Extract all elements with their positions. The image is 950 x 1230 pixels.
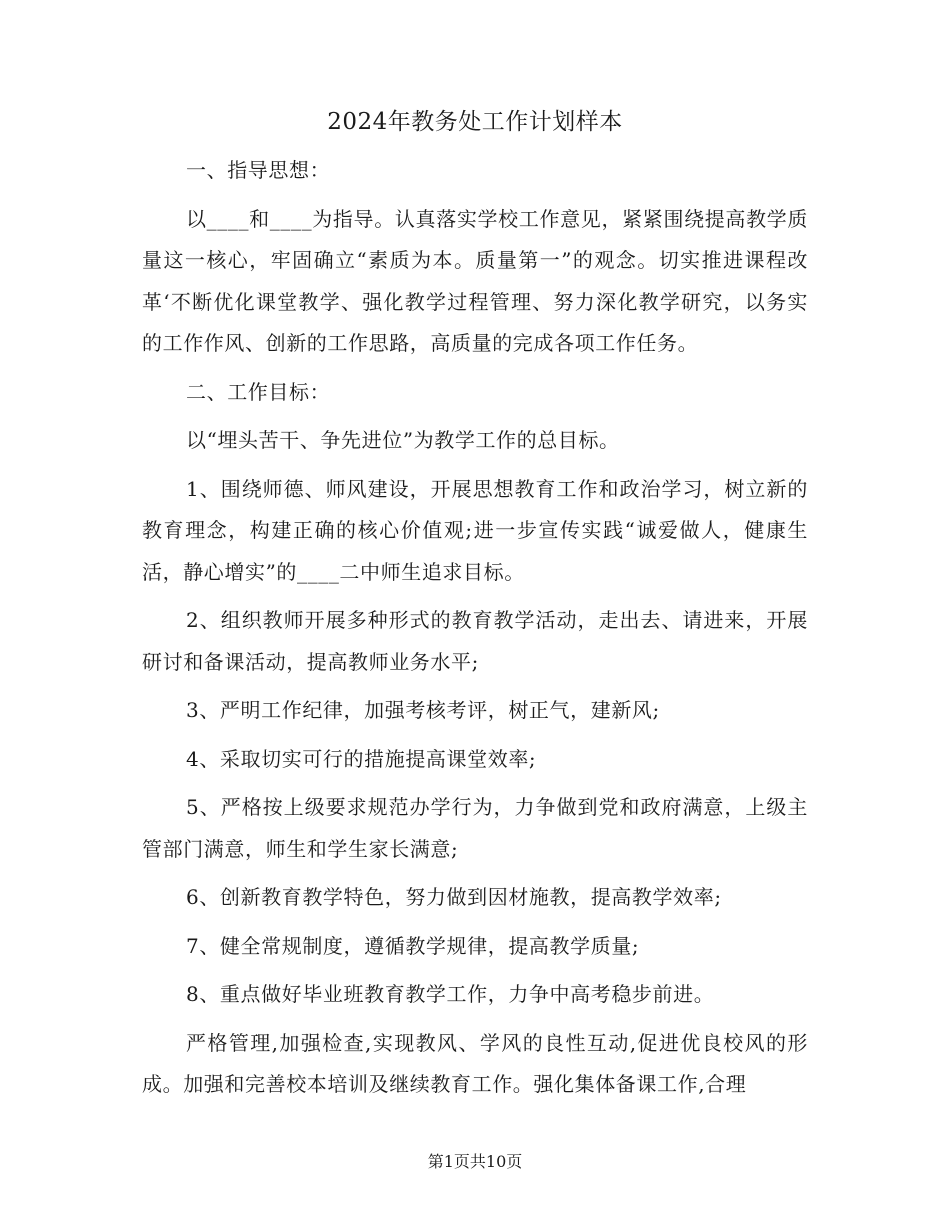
paragraph-goal-7: 7、健全常规制度，遵循教学规律，提高教学质量; [186, 933, 640, 958]
paragraph-management: 严格管理,加强检查,实现教风、学风的良性互动,促进优良校风的形成。加强和完善校本培训及继续教育工作。强化集体备课工作,合理 [142, 1030, 808, 1096]
paragraph-goal-2: 2、组织教师开展多种形式的教育教学活动，走出去、请进来，开展研讨和备课活动，提高教师业务水平; [142, 608, 808, 674]
paragraph-heading-2: 二、工作目标： [186, 379, 331, 404]
paragraph-goal-3: 3、严明工作纪律，加强考核考评，树正气，建新风; [186, 698, 660, 722]
paragraph-heading-1: 一、指导思想： [186, 158, 331, 182]
paragraph-goal-4: 4、采取切实可行的措施提高课堂效率; [186, 746, 537, 771]
document-title: 2024年教务处工作计划样本 [327, 109, 623, 135]
paragraph-goal-6: 6、创新教育教学特色，努力做到因材施教，提高教学效率; [186, 885, 722, 909]
paragraph-goal-5: 5、严格按上级要求规范办学行为，力争做到党和政府满意，上级主管部门满意，师生和学生家长满意; [142, 795, 808, 861]
page-number-footer: 第1页共10页 [427, 1152, 523, 1171]
document-body [142, 150, 808, 1113]
paragraph-goal-1: 1、围绕师德、师风建设，开展思想教育工作和政治学习，树立新的教育理念，构建正确的核心价值观;进一步宣传实践“诚爱做人，健康生活，静心增实”的____二中师生追求目标。 [142, 476, 808, 584]
paragraph-guiding-thought: 以____和____为指导。认真落实学校工作意见，紧紧围绕提高教学质量这一核心，牢固确立“素质为本。质量第一”的观念。切实推进课程改革‘不断优化课堂教学、强化教学过程管理、努力深化教学研究，以务实的工作作风、创新的工作思路，高质量的完成各项工作任务。 [142, 206, 808, 355]
paragraph-overall-goal: 以“埋头苦干、争先进位”为教学工作的总目标。 [186, 428, 620, 452]
paragraph-goal-8: 8、重点做好毕业班教育教学工作，力争中高考稳步前进。 [186, 982, 715, 1006]
